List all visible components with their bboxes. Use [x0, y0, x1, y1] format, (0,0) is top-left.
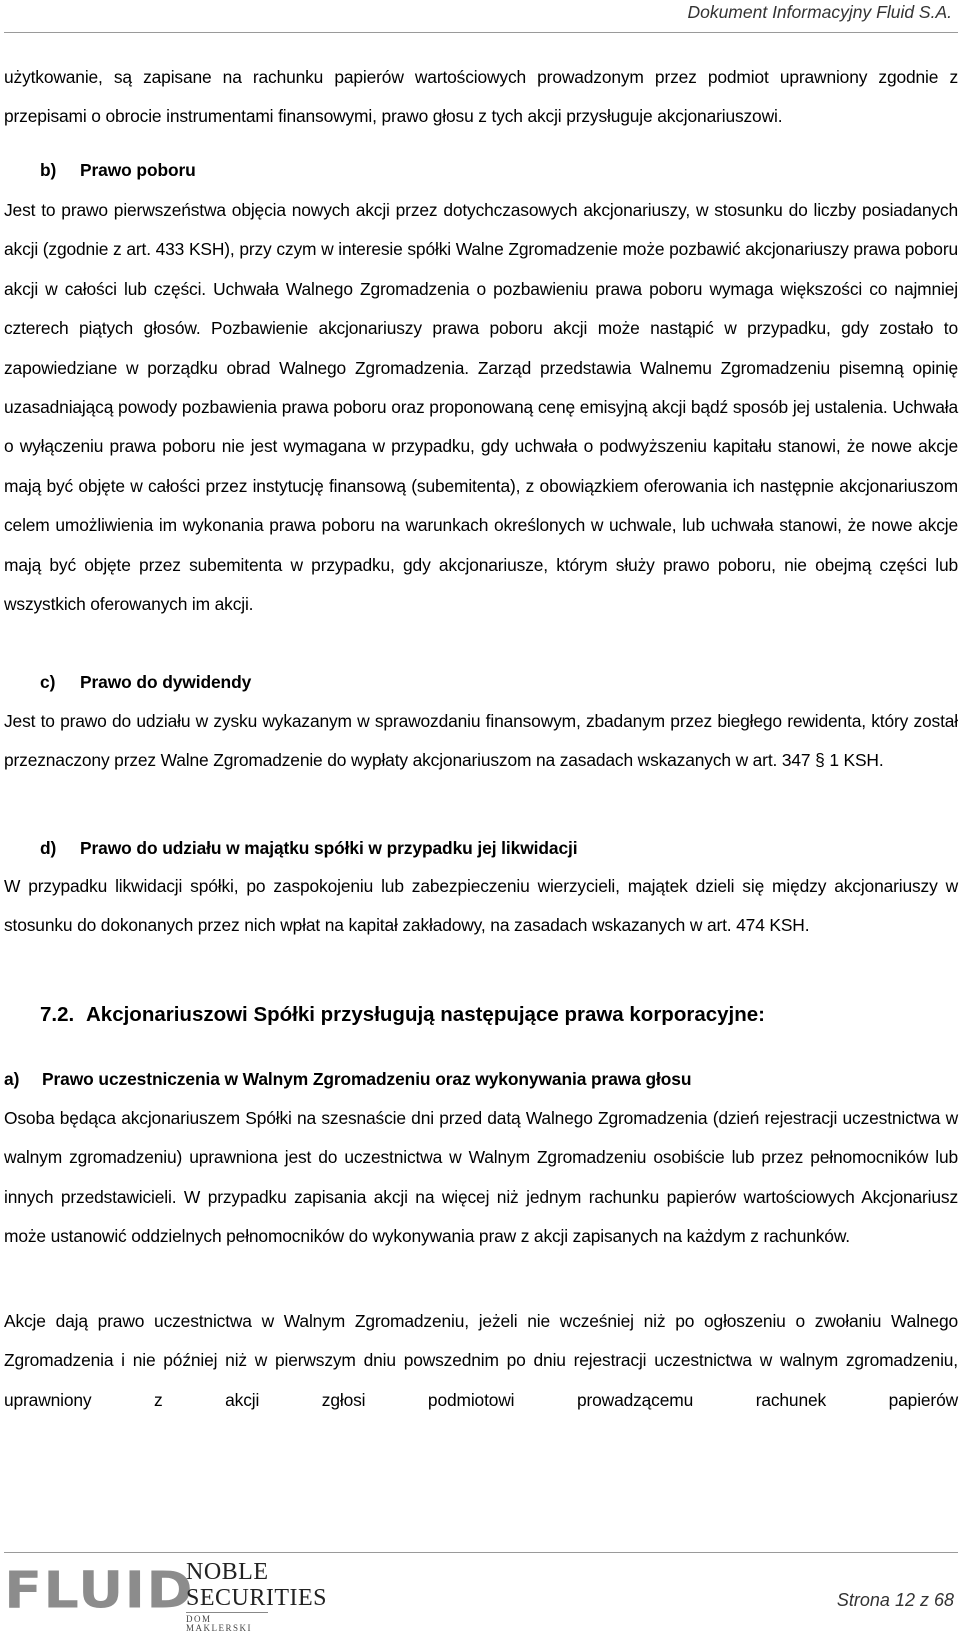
heading-prawo-uczestniczenia — [4, 1069, 691, 1090]
header-divider — [4, 32, 958, 33]
page-number: Strona 12 z 68 — [836, 1590, 954, 1610]
logo-noble-line1: NOBLE — [186, 1559, 269, 1585]
paragraph-uczestnictwo: Osoba będąca akcjonariuszem Spółki na szesnaście dni przed datą Walnego Zgromadzenia (dzień rejestracji uczestnictwa w walnym zgromadzeniu) uprawniona jest do uczestnictwa w Walnym Zgromadzeniu osobiście lub przez pełnomocników lub innych przedstawicieli. W przypadku zapisania akcji na więcej niż jednym rachunku papierów wartościowych Akcjonariusz może ustanowić oddzielnych pełnomocników do wykonywania praw z akcji zapisanych na każdym z rachunków. — [4, 1108, 958, 1247]
section-number: 7.2. — [40, 1003, 75, 1026]
fluid-logo: FLUID — [4, 1561, 194, 1620]
section-title: Akcjonariuszowi Spółki przysługują następujące prawa korporacyjne: — [86, 1003, 765, 1026]
noble-securities-logo — [186, 1560, 327, 1633]
paragraph-dywidenda: Jest to prawo do udziału w zysku wykazanym w sprawozdaniu finansowym, zbadanym przez biegłego rewidenta, który został przeznaczony przez Walne Zgromadzenie do wypłaty akcjonariuszom na zasadach wskazanych w art. 347 § 1 KSH. — [4, 711, 958, 771]
paragraph-prawo-poboru: Jest to prawo pierwszeństwa objęcia nowych akcji przez dotychczasowych akcjonariuszy, w stosunku do liczby posiadanych akcji (zgodnie z art. 433 KSH), przy czym w interesie spółki Walne Zgromadzenie może pozbawić akcjonariuszy prawa poboru akcji w całości lub części. Uchwała Walnego Zgromadzenia o pozbawieniu prawa poboru wymaga większości co najmniej czterech piątych głosów. Pozbawienie akcjonariuszy prawa poboru akcji może nastąpić w przypadku, gdy zostało to zapowiedziane w porządku obrad Walnego Zgromadzenia. Zarząd przedstawia Walnemu Zgromadzeniu pisemną opinię uzasadniającą powody pozbawienia prawa poboru oraz proponowaną cenę emisyjną akcji bądź sposób jej ustalenia. Uchwała o wyłączeniu prawa poboru nie jest wymagana w przypadku, gdy uchwała o podwyższeniu kapitału stanowi, że nowe akcje mają być objęte w całości przez instytucję finansową (subemitenta), z obowiązkiem oferowania ich następnie akcjonariuszom celem umożliwienia im wykonania prawa poboru na warunkach określonych w uchwale, lub uchwała stanowi, że nowe akcje mają być objęte przez subemitenta w przypadku, gdy akcjonariusze, którym służy prawo poboru, nie obejmą części lub wszystkich oferowanych im akcji. — [4, 200, 958, 615]
footer-divider — [4, 1552, 958, 1553]
heading-text: Prawo uczestniczenia w Walnym Zgromadzeniu oraz wykonywania prawa głosu — [42, 1069, 692, 1089]
heading-prawo-poboru — [40, 160, 196, 181]
heading-label: b) — [40, 160, 57, 180]
paragraph-akcje-uczestnictwo: Akcje dają prawo uczestnictwa w Walnym Zgromadzeniu, jeżeli nie wcześniej niż po ogłoszeniu o zwołaniu Walnego Zgromadzenia i nie później niż w pierwszym dniu powszednim po dniu rejestracji uczestnictwa w walnym zgromadzeniu, uprawniony z akcji zgłosi podmiotowi prowadzącemu rachunek papierów — [4, 1311, 958, 1410]
heading-prawo-do-dywidendy — [40, 672, 251, 693]
heading-text: Prawo do dywidendy — [80, 672, 252, 692]
heading-text: Prawo poboru — [80, 160, 196, 180]
paragraph-likwidacja: W przypadku likwidacji spółki, po zaspokojeniu lub zabezpieczeniu wierzycieli, majątek dzieli się między akcjonariuszy w stosunku do dokonanych przez nich wpłat na kapitał zakładowy, na zasadach wskazanych w art. 474 KSH. — [4, 876, 958, 936]
heading-text: Prawo do udziału w majątku spółki w przypadku jej likwidacji — [80, 838, 578, 858]
heading-prawo-likwidacja — [40, 838, 577, 859]
paragraph-voting-usage: użytkowanie, są zapisane na rachunku papierów wartościowych prowadzonym przez podmiot uprawniony zgodnie z przepisami o obrocie instrumentami finansowymi, prawo głosu z tych akcji przysługuje akcjonariuszowi. — [4, 67, 958, 127]
logo-noble-line2: SECURITIES — [186, 1585, 328, 1611]
section-heading-7-2 — [40, 1003, 765, 1027]
heading-label: d) — [40, 838, 57, 858]
document-title: Dokument Informacyjny Fluid S.A. — [687, 2, 952, 22]
logo-noble-line3: DOM MAKLERSKI — [186, 1612, 268, 1633]
page-header — [0, 0, 960, 23]
heading-label: c) — [40, 672, 56, 692]
heading-label: a) — [4, 1069, 20, 1089]
